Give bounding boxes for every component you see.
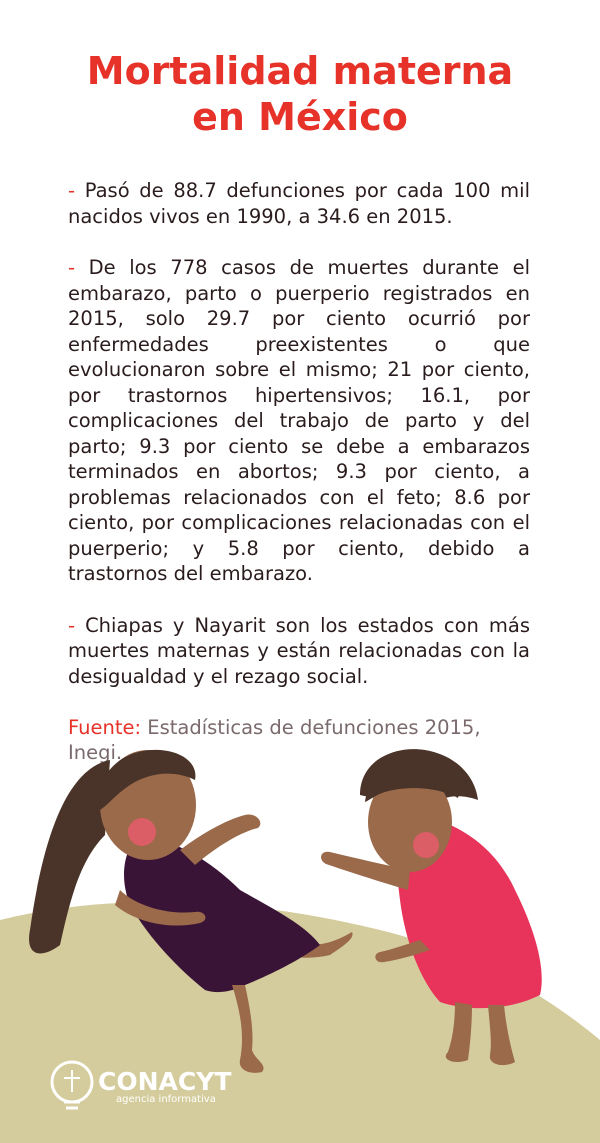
paragraph-causes [68, 255, 530, 587]
paragraph-mortality-rate [68, 178, 530, 229]
logo-name: CONACYT [98, 1067, 232, 1096]
bullet-dash: - [68, 613, 76, 637]
paragraph-text: Pasó de 88.7 defunciones por cada 100 mil nacidos vivos en 1990, a 34.6 en 2015. [68, 179, 530, 228]
left-girl-cheek [128, 818, 156, 846]
logo-subtitle: agencia informativa [116, 1094, 216, 1105]
paragraph-text: Chiapas y Nayarit son los estados con más muertes maternas y están relacionadas con la desigualdad y el rezago social. [68, 613, 530, 688]
paragraph-states [68, 613, 530, 690]
title-line-2: en México [192, 95, 408, 139]
page-title [0, 48, 600, 140]
bullet-dash: - [68, 179, 76, 202]
right-girl-cheek [413, 832, 439, 858]
bullet-dash: - [68, 256, 76, 279]
girls-playing-illustration [0, 740, 600, 1143]
source-text: Estadísticas de defunciones 2015, Inegi. [68, 716, 481, 764]
paragraph-text: De los 778 casos de muertes durante el embarazo, parto o puerperio registrados en 2015, solo 29.7 por ciento ocurrió por enfermedades preexistentes o que evolucionaron sobre el mismo; 21 por ciento, por trastornos hipertensivos; 16.1, por complicaciones del trabajo de parto y del parto; 9.3 por ciento se debe a embarazos terminados en abortos; 9.3 por ciento, a problemas relacionados con el feto; 8.6 por ciento, por complicaciones relacionadas con el puerperio; y 5.8 por ciento, debido a trastornos del embarazo. [68, 256, 530, 585]
source-label: Fuente: [68, 716, 142, 739]
title-line-1: Mortalidad materna [86, 49, 514, 93]
text-content [68, 178, 530, 765]
